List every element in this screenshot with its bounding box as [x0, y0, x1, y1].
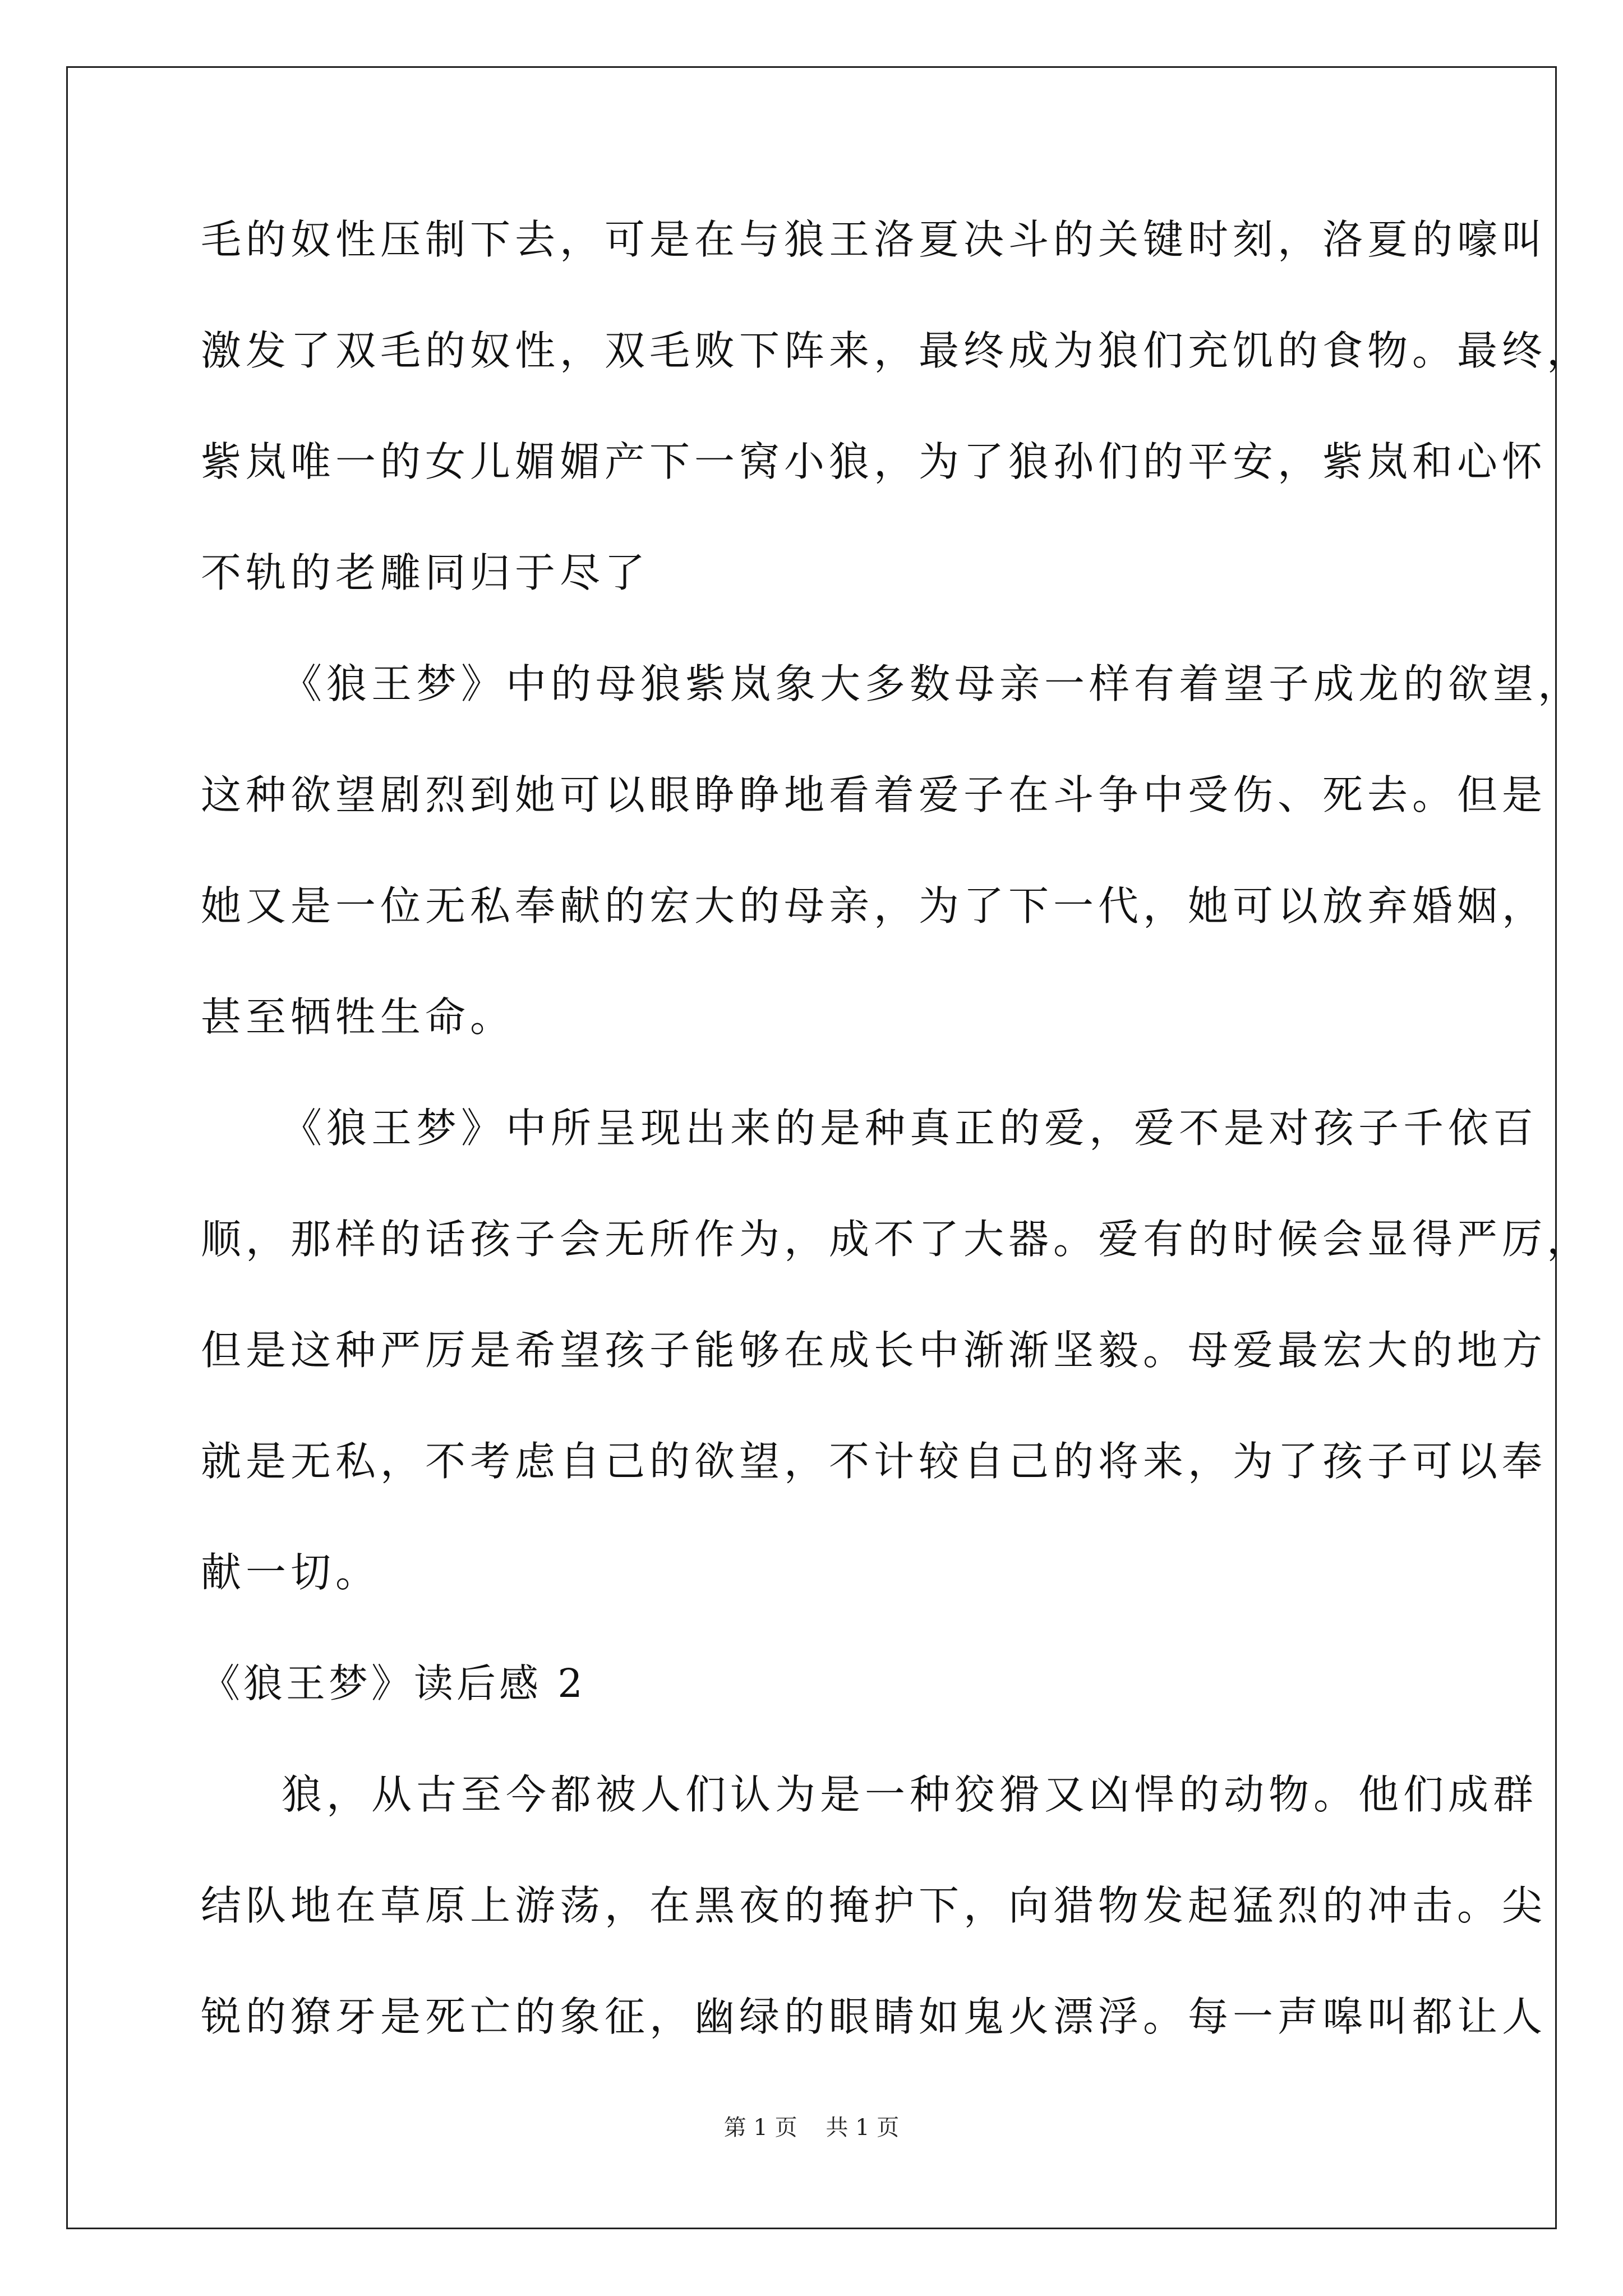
text-line: 她又是一位无私奉献的宏大的母亲，为了下一代，她可以放弃婚姻，	[201, 882, 1547, 930]
text-line: 毛的奴性压制下去，可是在与狼王洛夏决斗的关键时刻，洛夏的嚎叫	[201, 216, 1547, 263]
text-line: 锐的獠牙是死亡的象征，幽绿的眼睛如鬼火漂浮。每一声嗥叫都让人	[201, 1993, 1547, 2040]
paragraph-start-line: 狼，从古至今都被人们认为是一种狡猾又凶悍的动物。他们成群	[282, 1771, 1538, 1818]
text-line: 甚至牺牲生命。	[201, 993, 515, 1041]
text-line: 这种欲望剧烈到她可以眼睁睁地看着爱子在斗争中受伤、死去。但是	[201, 771, 1547, 818]
text-line: 但是这种严厉是希望孩子能够在成长中渐渐坚毅。母爱最宏大的地方	[201, 1327, 1547, 1374]
paragraph-start-line: 《狼王梦》中的母狼紫岚象大多数母亲一样有着望子成龙的欲望，	[282, 660, 1583, 707]
text-line: 就是无私，不考虑自己的欲望，不计较自己的将来，为了孩子可以奉	[201, 1438, 1547, 1485]
text-line: 结队地在草原上游荡，在黑夜的掩护下，向猎物发起猛烈的冲击。尖	[201, 1882, 1547, 1929]
text-line: 献一切。	[201, 1549, 381, 1596]
page-footer: 第 1 页 共 1 页	[723, 2115, 900, 2141]
text-line: 顺，那样的话孩子会无所作为，成不了大器。爱有的时候会显得严厉，	[201, 1216, 1592, 1263]
section-heading: 《狼王梦》读后感 2	[201, 1660, 586, 1706]
text-line: 不轨的老雕同归于尽了	[201, 549, 650, 596]
paragraph-start-line: 《狼王梦》中所呈现出来的是种真正的爱，爱不是对孩子千依百	[282, 1105, 1538, 1152]
text-line: 激发了双毛的奴性，双毛败下阵来，最终成为狼们充饥的食物。最终，	[201, 327, 1592, 374]
text-line: 紫岚唯一的女儿媚媚产下一窝小狼，为了狼孙们的平安，紫岚和心怀	[201, 438, 1547, 485]
